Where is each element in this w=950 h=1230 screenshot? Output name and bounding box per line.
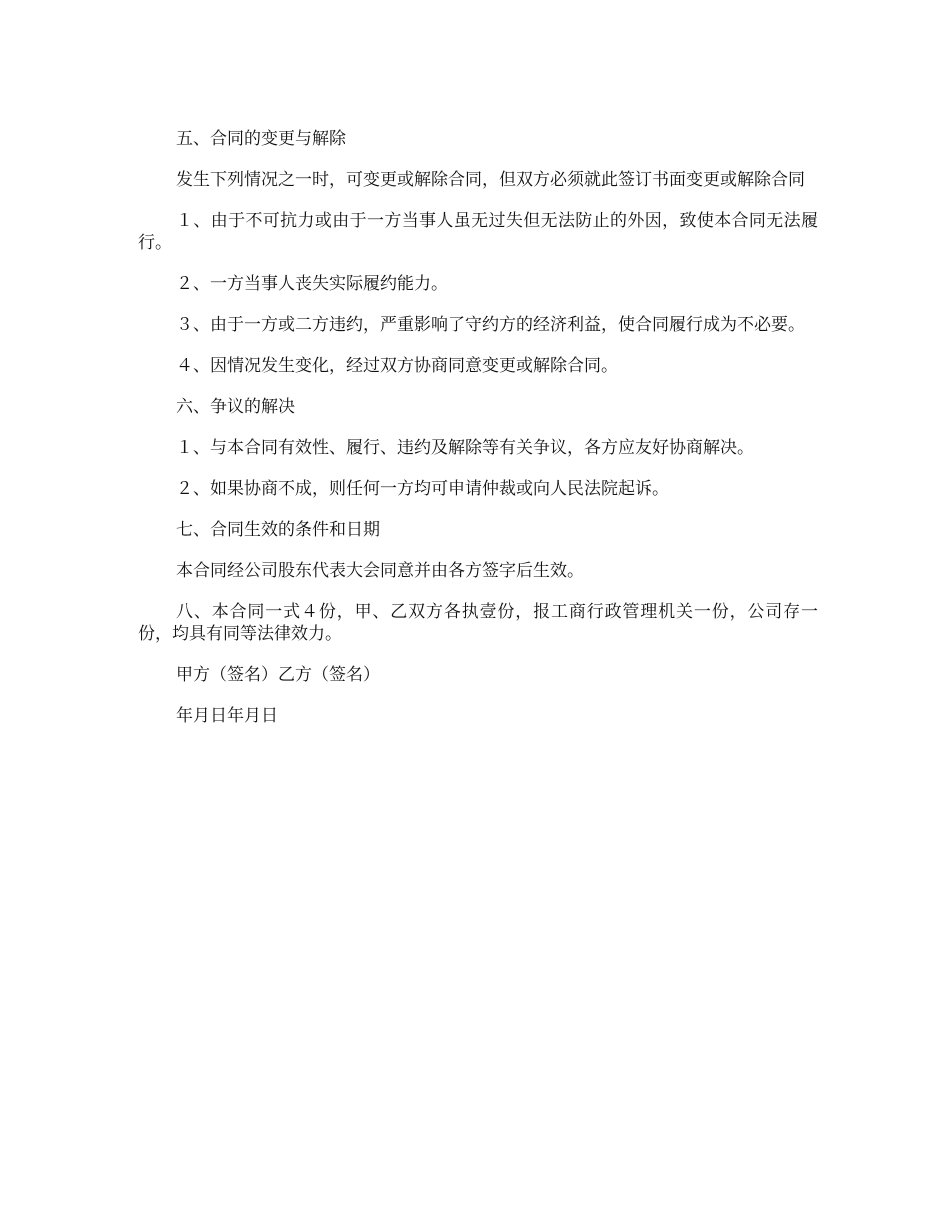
section-heading-effectiveness: 七、合同生效的条件和日期 — [176, 520, 380, 540]
paragraph-effectiveness: 本合同经公司股东代表大会同意并由各方签字后生效。 — [176, 561, 584, 581]
clause-breach: ３、由于一方或二方违约，严重影响了守约方的经济利益，使合同履行成为不必要。 — [176, 315, 805, 335]
clause-mutual-agreement: ４、因情况发生变化，经过双方协商同意变更或解除合同。 — [176, 356, 618, 376]
date-line: 年月日年月日 — [176, 706, 278, 726]
section-heading-modification: 五、合同的变更与解除 — [176, 129, 346, 149]
clause-arbitration: ２、如果协商不成，则任何一方均可申请仲裁或向人民法院起诉。 — [176, 479, 669, 499]
paragraph-copies: 八、本合同一式４份，甲、乙双方各执壹份，报工商行政管理机关一份，公司存一份，均具有同等法律效力。 — [138, 602, 818, 644]
clause-force-majeure: １、由于不可抗力或由于一方当事人虽无过失但无法防止的外因，致使本合同无法履行。 — [138, 211, 818, 253]
document-body — [138, 128, 818, 746]
signature-line: 甲方（签名）乙方（签名） — [176, 665, 380, 685]
clause-negotiation: １、与本合同有效性、履行、违约及解除等有关争议，各方应友好协商解决。 — [176, 438, 754, 458]
paragraph-modification-intro: 发生下列情况之一时，可变更或解除合同，但双方必须就此签订书面变更或解除合同 — [176, 170, 805, 190]
section-heading-disputes: 六、争议的解决 — [176, 397, 295, 417]
clause-incapacity: ２、一方当事人丧失实际履约能力。 — [176, 274, 448, 294]
